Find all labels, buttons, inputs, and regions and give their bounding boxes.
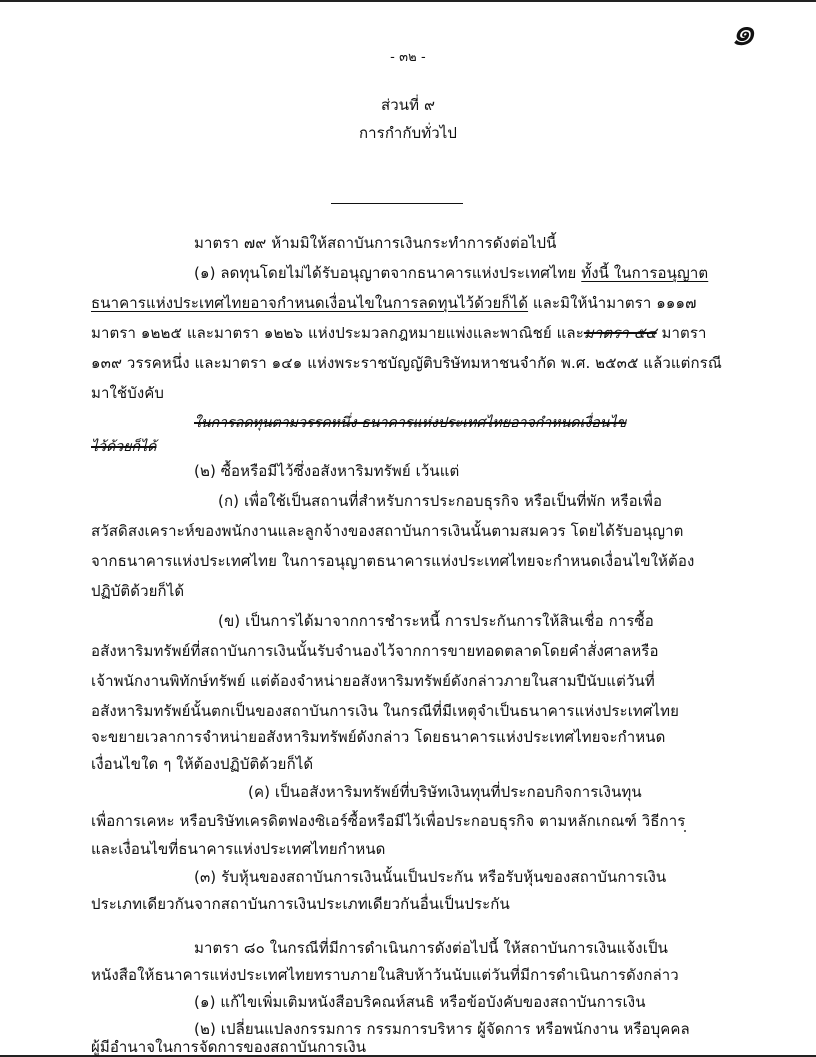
s79-item2b-line4: อสังหาริมทรัพย์นั้นตกเป็นของสถาบันการเงิน ในกรณีที่มีเหตุจำเป็นธนาคารแห่งประเทศไทย bbox=[91, 702, 680, 720]
s80-item2-line1: (๒) เปลี่ยนแปลงกรรมการ กรรมการบริหาร ผู้จัดการ หรือพนักงาน หรือบุคคล bbox=[194, 1020, 690, 1038]
s79-item1-line3-text: มาตรา ๑๒๒๕ และมาตรา ๑๒๒๖ แห่งประมวลกฎหมายแพ่งและพาณิชย์ และ bbox=[91, 324, 584, 342]
s80-item1: (๑) แก้ไขเพิ่มเติมหนังสือบริคณห์สนธิ หรือข้อบังคับของสถาบันการเงิน bbox=[194, 993, 646, 1011]
s79-item2a-line3: จากธนาคารแห่งประเทศไทย ในการอนุญาตธนาคารแห่งประเทศไทยจะกำหนดเงื่อนไขให้ต้อง bbox=[91, 552, 695, 570]
handwritten-page-mark: ๑ bbox=[730, 9, 756, 55]
s79-item2-heading: (๒) ซื้อหรือมีไว้ซึ่งอสังหาริมทรัพย์ เว้นแต่ bbox=[194, 462, 460, 480]
s80-item2-line2: ผู้มีอำนาจในการจัดการของสถาบันการเงิน bbox=[91, 1038, 367, 1056]
s79-item1-line3-end: มาตรา bbox=[656, 324, 707, 342]
s79-item2a-line4: ปฏิบัติด้วยก็ได้ bbox=[91, 582, 185, 600]
s79-item1-line1-amendment: ทั้งนี้ ในการอนุญาต bbox=[581, 264, 709, 282]
s79-item1-line1-text: (๑) ลดทุนโดยไม่ได้รับอนุญาตจากธนาคารแห่งประเทศไทย bbox=[194, 264, 582, 282]
s79-item3-line1: (๓) รับหุ้นของสถาบันการเงินนั้นเป็นประกัน หรือรับหุ้นของสถาบันการเงิน bbox=[194, 868, 667, 886]
s79-item3-line2: ประเภทเดียวกันจากสถาบันการเงินประเภทเดียวกันอื่นเป็นประกัน bbox=[91, 895, 510, 913]
s79-item2a-line2: สวัสดิสงเคราะห์ของพนักงานและลูกจ้างของสถาบันการเงินนั้นตามสมควร โดยได้รับอนุญาต bbox=[91, 522, 684, 540]
scan-border-top bbox=[0, 0, 816, 2]
s79-item1-line3-deleted: มาตรา ๕๔ bbox=[583, 324, 657, 342]
s79-item2b-line1: (ข) เป็นการได้มาจากการชำระหนี้ การประกันการให้สินเชื่อ การซื้อ bbox=[218, 612, 654, 630]
s79-item1-line5: มาใช้บังคับ bbox=[91, 384, 165, 402]
part-title: การกำกับทั่วไป bbox=[358, 124, 458, 142]
page-number: - ๓๒ - bbox=[390, 50, 426, 65]
s79-item2c-line3: และเงื่อนไขที่ธนาคารแห่งประเทศไทยกำหนด bbox=[91, 840, 386, 858]
s79-item2c-line1: (ค) เป็นอสังหาริมทรัพย์ที่บริษัทเงินทุนที่ประกอบกิจการเงินทุน bbox=[248, 783, 642, 801]
s79-item2b-line2: อสังหาริมทรัพย์ที่สถาบันการเงินนั้นรับจำนองไว้จากการขายทอดตลาดโดยคำสั่งศาลหรือ bbox=[91, 642, 659, 660]
part-heading: ส่วนที่ ๙ bbox=[380, 96, 436, 114]
deleted-paragraph-line1: ในการลดทุนตามวรรคหนึ่ง ธนาคารแห่งประเทศไทยอาจกำหนดเงื่อนไข bbox=[194, 415, 627, 431]
deleted-paragraph-line2: ไว้ด้วยก็ได้ bbox=[91, 439, 157, 455]
s79-item1-line2-text: และมิให้นำมาตรา ๑๑๑๗ bbox=[528, 294, 697, 312]
s79-item2c-line2: เพื่อการเคหะ หรือบริษัทเครดิตฟองซิเอร์ซื้อหรือมีไว้เพื่อประกอบธุรกิจ ตามหลักเกณฑ์ วิธีการ bbox=[91, 812, 686, 830]
s79-item1-line3 bbox=[91, 324, 707, 342]
heading-divider bbox=[331, 203, 463, 204]
s79-item2b-line6: เงื่อนไขใด ๆ ให้ต้องปฏิบัติด้วยก็ได้ bbox=[91, 755, 314, 773]
s79-item2b-line5: จะขยายเวลาการจำหน่ายอสังหาริมทรัพย์ดังกล่าว โดยธนาคารแห่งประเทศไทยจะกำหนด bbox=[91, 728, 666, 746]
section-80-intro-line2: หนังสือให้ธนาคารแห่งประเทศไทยทราบภายในสิบห้าวันนับแต่วันที่มีการดำเนินการดังกล่าว bbox=[91, 966, 679, 984]
s79-item2b-line3: เจ้าพนักงานพิทักษ์ทรัพย์ แต่ต้องจำหน่ายอสังหาริมทรัพย์ดังกล่าวภายในสามปีนับแต่วันที่ bbox=[91, 672, 655, 690]
section-79-heading: มาตรา ๗๙ ห้ามมิให้สถาบันการเงินกระทำการดังต่อไปนี้ bbox=[194, 234, 557, 252]
s79-item1-line4: ๑๓๙ วรรคหนึ่ง และมาตรา ๑๔๑ แห่งพระราชบัญญัติบริษัทมหาชนจำกัด พ.ศ. ๒๕๓๕ แล้วแต่กรณี bbox=[91, 354, 722, 372]
s79-item1-line2-amendment: ธนาคารแห่งประเทศไทยอาจกำหนดเงื่อนไขในการลดทุนไว้ด้วยก็ได้ bbox=[91, 294, 529, 312]
s79-item1-line1 bbox=[194, 264, 708, 282]
scan-speck bbox=[684, 830, 686, 832]
s79-item1-line2 bbox=[91, 294, 696, 312]
s79-item2a-line1: (ก) เพื่อใช้เป็นสถานที่สำหรับการประกอบธุรกิจ หรือเป็นที่พัก หรือเพื่อ bbox=[218, 492, 663, 510]
section-80-heading: มาตรา ๘๐ ในกรณีที่มีการดำเนินการดังต่อไปนี้ ให้สถาบันการเงินแจ้งเป็น bbox=[194, 939, 668, 957]
